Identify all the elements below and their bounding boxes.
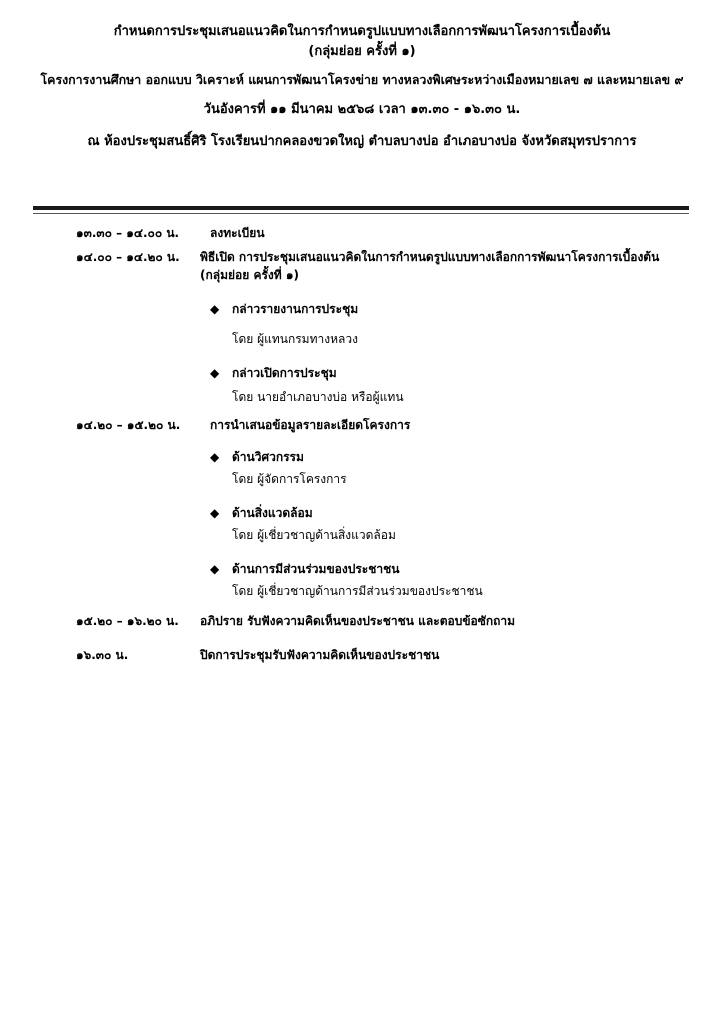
agenda-time: ๑๖.๓๐ น.	[76, 648, 129, 662]
agenda-time: ๑๔.๐๐ – ๑๔.๒๐ น.	[76, 250, 180, 264]
agenda-description: อภิปราย รับฟังความคิดเห็นของประชาชน และตอบข้อซักถาม	[200, 614, 516, 628]
diamond-bullet-icon: ◆	[210, 562, 220, 576]
agenda-time: ๑๕.๒๐ – ๑๖.๒๐ น.	[76, 614, 179, 628]
subitem-title: กล่าวรายงานการประชุม	[232, 302, 359, 316]
subitem-presenter: โดย ผู้เชี่ยวชาญด้านการมีส่วนร่วมของประชาชน	[232, 584, 483, 598]
header-subtitle: (กลุ่มย่อย ครั้งที่ ๑)	[308, 44, 416, 59]
header-divider-thin	[33, 213, 689, 214]
agenda-list	[0, 224, 724, 664]
agenda-description: ปิดการประชุมรับฟังความคิดเห็นของประชาชน	[200, 648, 440, 662]
agenda-row-opening	[0, 248, 724, 284]
agenda-description: ลงทะเบียน	[210, 226, 265, 240]
agenda-row-registration	[0, 224, 724, 242]
subitem-presenter: โดย ผู้แทนกรมทางหลวง	[232, 332, 358, 346]
header-venue: ณ ห้องประชุมสนธิ์ศิริ โรงเรียนปากคลองขวดใหญ่ ตำบลบางบ่อ อำเภอบางบ่อ จังหวัดสมุทรปราการ	[87, 134, 637, 149]
header-divider-thick	[33, 206, 689, 210]
subitem-title: ด้านวิศวกรรม	[232, 450, 304, 464]
subitem-presenter: โดย ผู้เชี่ยวชาญด้านสิ่งแวดล้อม	[232, 528, 396, 542]
subitem-presenter: โดย ผู้จัดการโครงการ	[232, 472, 347, 486]
agenda-row-discussion	[0, 612, 724, 630]
agenda-subitem	[210, 364, 724, 406]
agenda-time: ๑๓.๓๐ – ๑๔.๐๐ น.	[76, 226, 180, 240]
diamond-bullet-icon: ◆	[210, 366, 220, 380]
agenda-row-presentation	[0, 416, 724, 434]
subitem-title: ด้านสิ่งแวดล้อม	[232, 506, 313, 520]
agenda-description: การนำเสนอข้อมูลรายละเอียดโครงการ	[210, 418, 411, 432]
agenda-description: พิธีเปิด การประชุมเสนอแนวคิดในการกำหนดรูปแบบทางเลือกการพัฒนาโครงการเบื้องต้น (กลุ่มย่อย ครั้งที่ ๑)	[200, 250, 660, 282]
diamond-bullet-icon: ◆	[210, 450, 220, 464]
agenda-subitem	[210, 300, 724, 348]
header-title: กำหนดการประชุมเสนอแนวคิดในการกำหนดรูปแบบทางเลือกการพัฒนาโครงการเบื้องต้น	[113, 24, 611, 39]
subitem-presenter: โดย นายอำเภอบางบ่อ หรือผู้แทน	[232, 390, 404, 404]
agenda-row-closing	[0, 646, 724, 664]
agenda-time: ๑๔.๒๐ – ๑๕.๒๐ น.	[76, 418, 181, 432]
document-header	[0, 22, 724, 152]
subitem-title: ด้านการมีส่วนร่วมของประชาชน	[232, 562, 400, 576]
subitem-title: กล่าวเปิดการประชุม	[232, 366, 337, 380]
agenda-subitem	[210, 448, 724, 488]
agenda-subitem	[210, 560, 724, 600]
diamond-bullet-icon: ◆	[210, 302, 220, 316]
diamond-bullet-icon: ◆	[210, 506, 220, 520]
header-project-name: โครงการงานศึกษา ออกแบบ วิเคราะห์ แผนการพัฒนาโครงข่าย ทางหลวงพิเศษระหว่างเมืองหมายเลข ๗ และหมายเลข ๙	[40, 72, 684, 87]
agenda-subitem	[210, 504, 724, 544]
header-date-time: วันอังคารที่ ๑๑ มีนาคม ๒๕๖๘ เวลา ๑๓.๓๐ - ๑๖.๓๐ น.	[203, 102, 521, 117]
